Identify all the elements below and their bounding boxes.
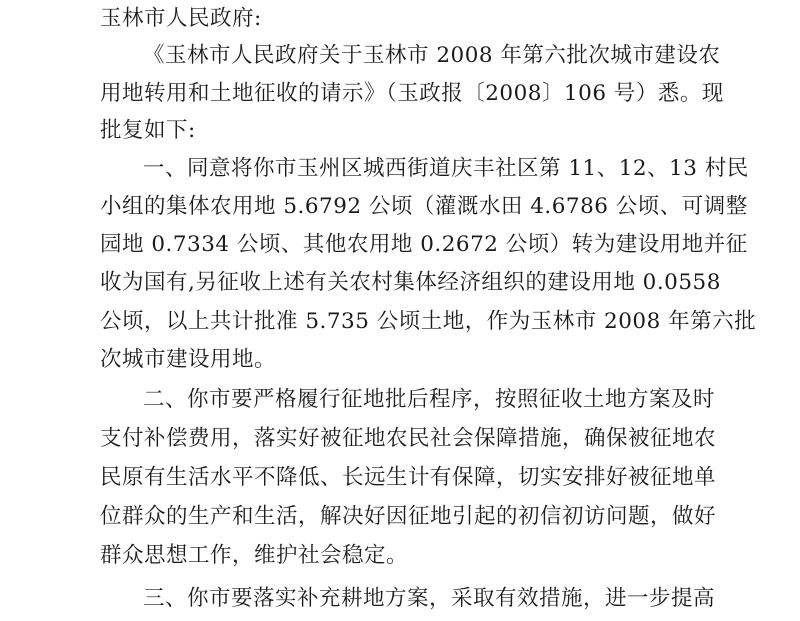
section1-line-1: 一、同意将你市玉州区城西街道庆丰社区第 11、12、13 村民 — [143, 156, 749, 181]
section3-line-1: 三、你市要落实补充耕地方案，采取有效措施，进一步提高 — [143, 586, 716, 611]
section1-line-3: 园地 0.7334 公顷、其他农用地 0.2672 公顷）转为建设用地并征 — [100, 232, 748, 257]
intro-line-3: 批复如下: — [100, 118, 196, 143]
section2-line-4: 位群众的生产和生活，解决好因征地引起的初信初访问题，做好 — [100, 504, 717, 529]
section2-line-2: 支付补偿费用，落实好被征地农民社会保障措施，确保被征地农 — [100, 426, 717, 451]
section1-line-2: 小组的集体农用地 5.6792 公顷（灌溉水田 4.6786 公顷、可调整 — [100, 194, 748, 219]
section1-line-6: 次城市建设用地。 — [100, 347, 277, 372]
section1-line-4: 收为国有,另征收上述有关农村集体经济组织的建设用地 0.0558 — [100, 270, 721, 295]
section2-line-3: 民原有生活水平不降低、长远生计有保障，切实安排好被征地单 — [100, 465, 717, 490]
section2-line-5: 群众思想工作，维护社会稳定。 — [100, 543, 409, 568]
section1-line-5: 公顷，以上共计批准 5.735 公顷土地，作为玉林市 2008 年第六批 — [100, 309, 757, 334]
intro-line-1: 《玉林市人民政府关于玉林市 2008 年第六批次城市建设农 — [143, 43, 721, 68]
section2-line-1: 二、你市要严格履行征地批后程序，按照征收土地方案及时 — [143, 387, 716, 412]
intro-line-2: 用地转用和土地征收的请示》（玉政报〔2008〕106 号）悉。现 — [100, 81, 724, 106]
addressee-line: 玉林市人民政府: — [100, 6, 262, 31]
